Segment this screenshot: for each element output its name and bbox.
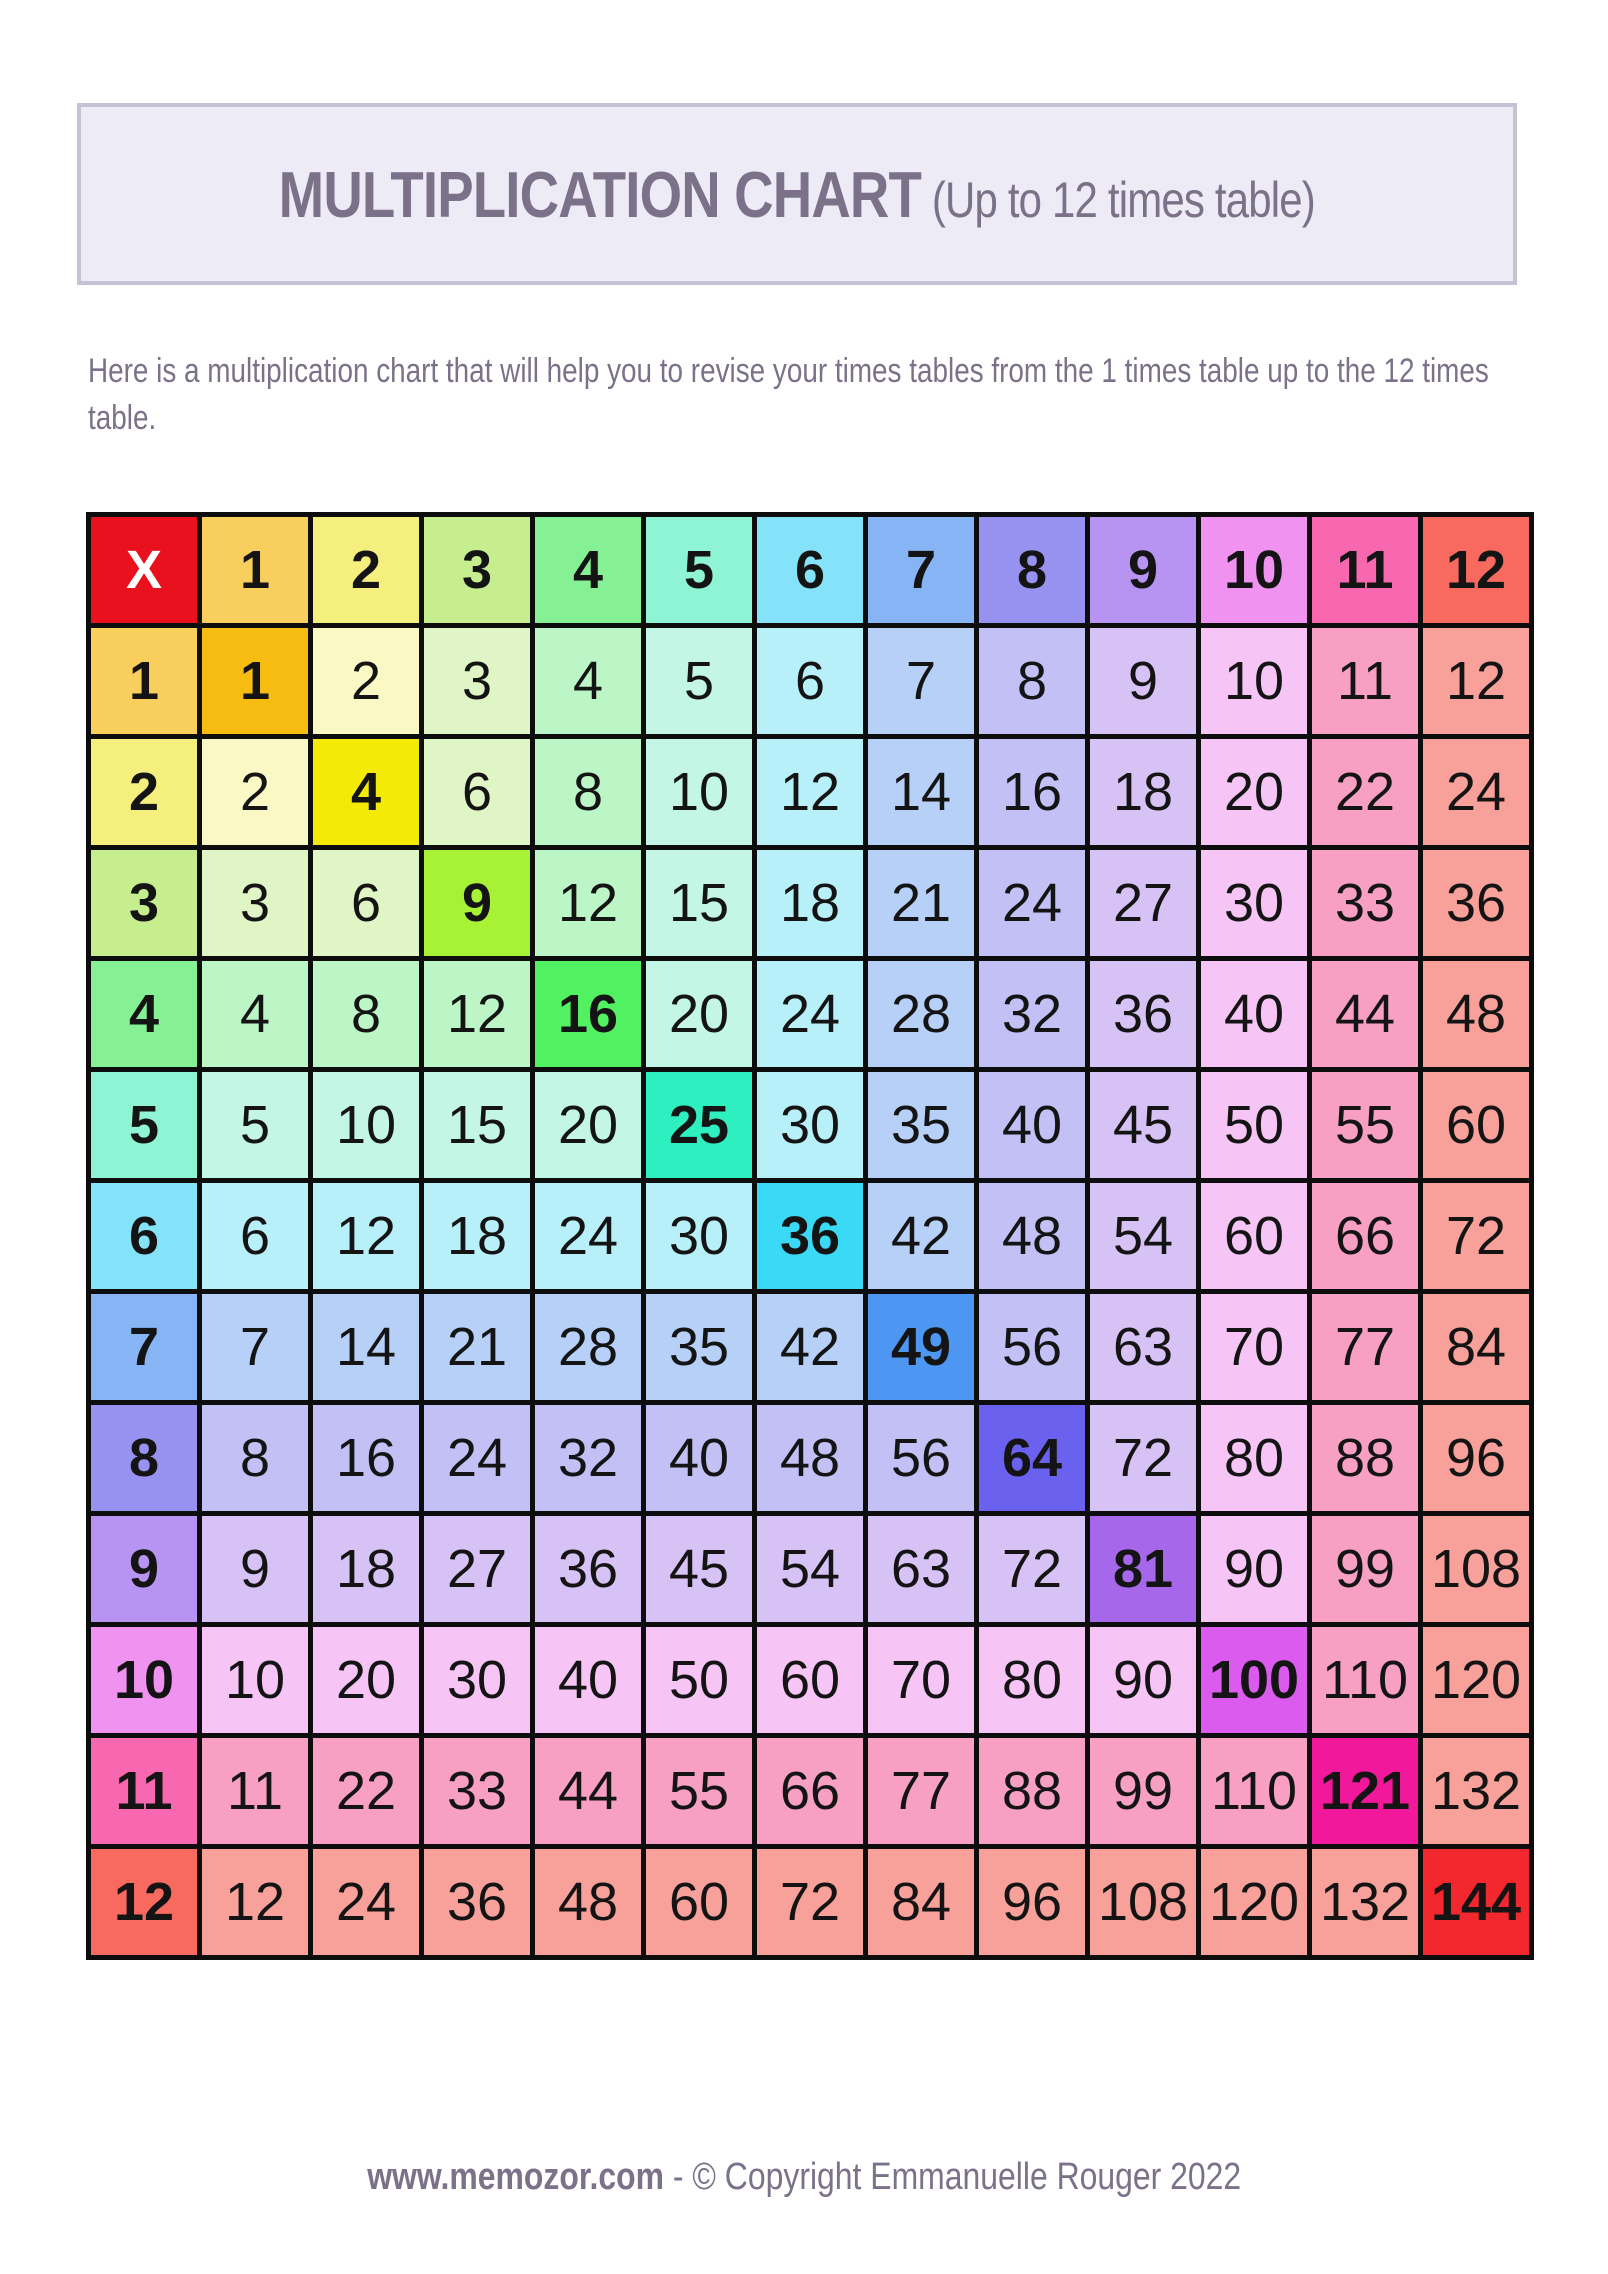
cell-12x6: 72: [757, 1849, 863, 1955]
cell-10x2: 20: [313, 1627, 419, 1733]
row-header-12: 12: [91, 1849, 197, 1955]
cell-9x10: 90: [1201, 1516, 1307, 1622]
row-header-1: 1: [91, 628, 197, 734]
cell-3x10: 30: [1201, 850, 1307, 956]
footer-line: [367, 2156, 1241, 2199]
cell-11x7: 77: [868, 1738, 974, 1844]
cell-7x10: 70: [1201, 1294, 1307, 1400]
cell-9x2: 18: [313, 1516, 419, 1622]
cell-12x8: 96: [979, 1849, 1085, 1955]
cell-10x3: 30: [424, 1627, 530, 1733]
cell-10x5: 50: [646, 1627, 752, 1733]
cell-1x7: 7: [868, 628, 974, 734]
footer: [0, 2156, 1608, 2199]
cell-8x6: 48: [757, 1405, 863, 1511]
cell-6x6: 36: [757, 1183, 863, 1289]
cell-4x9: 36: [1090, 961, 1196, 1067]
cell-7x7: 49: [868, 1294, 974, 1400]
cell-2x12: 24: [1423, 739, 1529, 845]
multiplication-grid: [86, 512, 1534, 1960]
cell-7x9: 63: [1090, 1294, 1196, 1400]
cell-7x11: 77: [1312, 1294, 1418, 1400]
cell-12x1: 12: [202, 1849, 308, 1955]
corner-cell: X: [91, 517, 197, 623]
cell-5x6: 30: [757, 1072, 863, 1178]
page-title-suffix: (Up to 12 times table): [921, 171, 1316, 228]
cell-9x12: 108: [1423, 1516, 1529, 1622]
cell-8x9: 72: [1090, 1405, 1196, 1511]
col-header-1: 1: [202, 517, 308, 623]
cell-2x4: 8: [535, 739, 641, 845]
col-header-10: 10: [1201, 517, 1307, 623]
cell-9x8: 72: [979, 1516, 1085, 1622]
cell-3x9: 27: [1090, 850, 1196, 956]
cell-7x4: 28: [535, 1294, 641, 1400]
cell-5x9: 45: [1090, 1072, 1196, 1178]
cell-2x6: 12: [757, 739, 863, 845]
cell-10x7: 70: [868, 1627, 974, 1733]
cell-10x4: 40: [535, 1627, 641, 1733]
cell-5x8: 40: [979, 1072, 1085, 1178]
cell-10x10: 100: [1201, 1627, 1307, 1733]
cell-12x10: 120: [1201, 1849, 1307, 1955]
col-header-4: 4: [535, 517, 641, 623]
cell-7x8: 56: [979, 1294, 1085, 1400]
cell-3x3: 9: [424, 850, 530, 956]
cell-4x8: 32: [979, 961, 1085, 1067]
cell-9x1: 9: [202, 1516, 308, 1622]
col-header-9: 9: [1090, 517, 1196, 623]
cell-9x3: 27: [424, 1516, 530, 1622]
cell-7x12: 84: [1423, 1294, 1529, 1400]
cell-4x3: 12: [424, 961, 530, 1067]
cell-11x12: 132: [1423, 1738, 1529, 1844]
cell-12x7: 84: [868, 1849, 974, 1955]
cell-8x3: 24: [424, 1405, 530, 1511]
cell-6x11: 66: [1312, 1183, 1418, 1289]
cell-12x2: 24: [313, 1849, 419, 1955]
cell-3x8: 24: [979, 850, 1085, 956]
cell-9x11: 99: [1312, 1516, 1418, 1622]
cell-5x11: 55: [1312, 1072, 1418, 1178]
cell-11x5: 55: [646, 1738, 752, 1844]
cell-8x10: 80: [1201, 1405, 1307, 1511]
row-header-8: 8: [91, 1405, 197, 1511]
cell-8x8: 64: [979, 1405, 1085, 1511]
cell-2x7: 14: [868, 739, 974, 845]
cell-1x11: 11: [1312, 628, 1418, 734]
cell-5x12: 60: [1423, 1072, 1529, 1178]
cell-11x8: 88: [979, 1738, 1085, 1844]
cell-12x9: 108: [1090, 1849, 1196, 1955]
cell-10x6: 60: [757, 1627, 863, 1733]
cell-8x1: 8: [202, 1405, 308, 1511]
cell-8x12: 96: [1423, 1405, 1529, 1511]
cell-9x6: 54: [757, 1516, 863, 1622]
cell-10x12: 120: [1423, 1627, 1529, 1733]
cell-1x3: 3: [424, 628, 530, 734]
cell-12x5: 60: [646, 1849, 752, 1955]
cell-3x5: 15: [646, 850, 752, 956]
cell-12x3: 36: [424, 1849, 530, 1955]
cell-10x11: 110: [1312, 1627, 1418, 1733]
cell-11x9: 99: [1090, 1738, 1196, 1844]
cell-8x11: 88: [1312, 1405, 1418, 1511]
cell-11x2: 22: [313, 1738, 419, 1844]
cell-9x5: 45: [646, 1516, 752, 1622]
cell-4x10: 40: [1201, 961, 1307, 1067]
cell-4x6: 24: [757, 961, 863, 1067]
cell-3x12: 36: [1423, 850, 1529, 956]
cell-11x4: 44: [535, 1738, 641, 1844]
cell-7x5: 35: [646, 1294, 752, 1400]
cell-6x7: 42: [868, 1183, 974, 1289]
cell-1x6: 6: [757, 628, 863, 734]
cell-4x2: 8: [313, 961, 419, 1067]
cell-8x4: 32: [535, 1405, 641, 1511]
cell-10x1: 10: [202, 1627, 308, 1733]
col-header-3: 3: [424, 517, 530, 623]
cell-2x8: 16: [979, 739, 1085, 845]
cell-11x6: 66: [757, 1738, 863, 1844]
cell-2x2: 4: [313, 739, 419, 845]
cell-7x1: 7: [202, 1294, 308, 1400]
cell-6x9: 54: [1090, 1183, 1196, 1289]
cell-5x7: 35: [868, 1072, 974, 1178]
cell-11x3: 33: [424, 1738, 530, 1844]
row-header-4: 4: [91, 961, 197, 1067]
cell-8x2: 16: [313, 1405, 419, 1511]
cell-5x4: 20: [535, 1072, 641, 1178]
cell-6x4: 24: [535, 1183, 641, 1289]
title-box: [77, 103, 1517, 285]
cell-6x3: 18: [424, 1183, 530, 1289]
col-header-8: 8: [979, 517, 1085, 623]
cell-11x11: 121: [1312, 1738, 1418, 1844]
cell-7x3: 21: [424, 1294, 530, 1400]
cell-4x5: 20: [646, 961, 752, 1067]
cell-7x6: 42: [757, 1294, 863, 1400]
cell-2x5: 10: [646, 739, 752, 845]
cell-2x3: 6: [424, 739, 530, 845]
cell-9x4: 36: [535, 1516, 641, 1622]
footer-copyright: © Copyright Emmanuelle Rouger 2022: [692, 2156, 1241, 2198]
cell-6x1: 6: [202, 1183, 308, 1289]
cell-12x11: 132: [1312, 1849, 1418, 1955]
cell-6x5: 30: [646, 1183, 752, 1289]
cell-4x4: 16: [535, 961, 641, 1067]
cell-6x12: 72: [1423, 1183, 1529, 1289]
cell-1x1: 1: [202, 628, 308, 734]
cell-2x9: 18: [1090, 739, 1196, 845]
cell-3x1: 3: [202, 850, 308, 956]
cell-7x2: 14: [313, 1294, 419, 1400]
cell-3x6: 18: [757, 850, 863, 956]
cell-3x7: 21: [868, 850, 974, 956]
cell-9x7: 63: [868, 1516, 974, 1622]
cell-4x7: 28: [868, 961, 974, 1067]
cell-2x10: 20: [1201, 739, 1307, 845]
row-header-10: 10: [91, 1627, 197, 1733]
cell-6x10: 60: [1201, 1183, 1307, 1289]
col-header-5: 5: [646, 517, 752, 623]
cell-9x9: 81: [1090, 1516, 1196, 1622]
cell-10x9: 90: [1090, 1627, 1196, 1733]
cell-3x2: 6: [313, 850, 419, 956]
cell-1x4: 4: [535, 628, 641, 734]
cell-8x7: 56: [868, 1405, 974, 1511]
col-header-2: 2: [313, 517, 419, 623]
cell-1x10: 10: [1201, 628, 1307, 734]
cell-2x1: 2: [202, 739, 308, 845]
row-header-7: 7: [91, 1294, 197, 1400]
col-header-7: 7: [868, 517, 974, 623]
cell-1x8: 8: [979, 628, 1085, 734]
cell-3x4: 12: [535, 850, 641, 956]
cell-2x11: 22: [1312, 739, 1418, 845]
cell-11x1: 11: [202, 1738, 308, 1844]
cell-1x2: 2: [313, 628, 419, 734]
cell-1x9: 9: [1090, 628, 1196, 734]
page-title: [279, 157, 1315, 232]
intro-paragraph: Here is a multiplication chart that will help you to revise your times tables from the 1 times table up to the 12 times table.: [88, 352, 1489, 437]
cell-5x5: 25: [646, 1072, 752, 1178]
footer-separator: -: [663, 2156, 693, 2198]
row-header-6: 6: [91, 1183, 197, 1289]
cell-4x12: 48: [1423, 961, 1529, 1067]
cell-6x2: 12: [313, 1183, 419, 1289]
cell-3x11: 33: [1312, 850, 1418, 956]
col-header-6: 6: [757, 517, 863, 623]
cell-12x12: 144: [1423, 1849, 1529, 1955]
cell-5x10: 50: [1201, 1072, 1307, 1178]
row-header-5: 5: [91, 1072, 197, 1178]
cell-5x2: 10: [313, 1072, 419, 1178]
row-header-3: 3: [91, 850, 197, 956]
cell-5x3: 15: [424, 1072, 530, 1178]
row-header-9: 9: [91, 1516, 197, 1622]
cell-5x1: 5: [202, 1072, 308, 1178]
row-header-11: 11: [91, 1738, 197, 1844]
footer-site-link: www.memozor.com: [367, 2156, 664, 2198]
page-title-main: MULTIPLICATION CHART: [278, 157, 922, 231]
cell-4x1: 4: [202, 961, 308, 1067]
cell-1x5: 5: [646, 628, 752, 734]
cell-4x11: 44: [1312, 961, 1418, 1067]
cell-11x10: 110: [1201, 1738, 1307, 1844]
cell-12x4: 48: [535, 1849, 641, 1955]
cell-10x8: 80: [979, 1627, 1085, 1733]
cell-1x12: 12: [1423, 628, 1529, 734]
cell-8x5: 40: [646, 1405, 752, 1511]
cell-6x8: 48: [979, 1183, 1085, 1289]
col-header-11: 11: [1312, 517, 1418, 623]
col-header-12: 12: [1423, 517, 1529, 623]
row-header-2: 2: [91, 739, 197, 845]
